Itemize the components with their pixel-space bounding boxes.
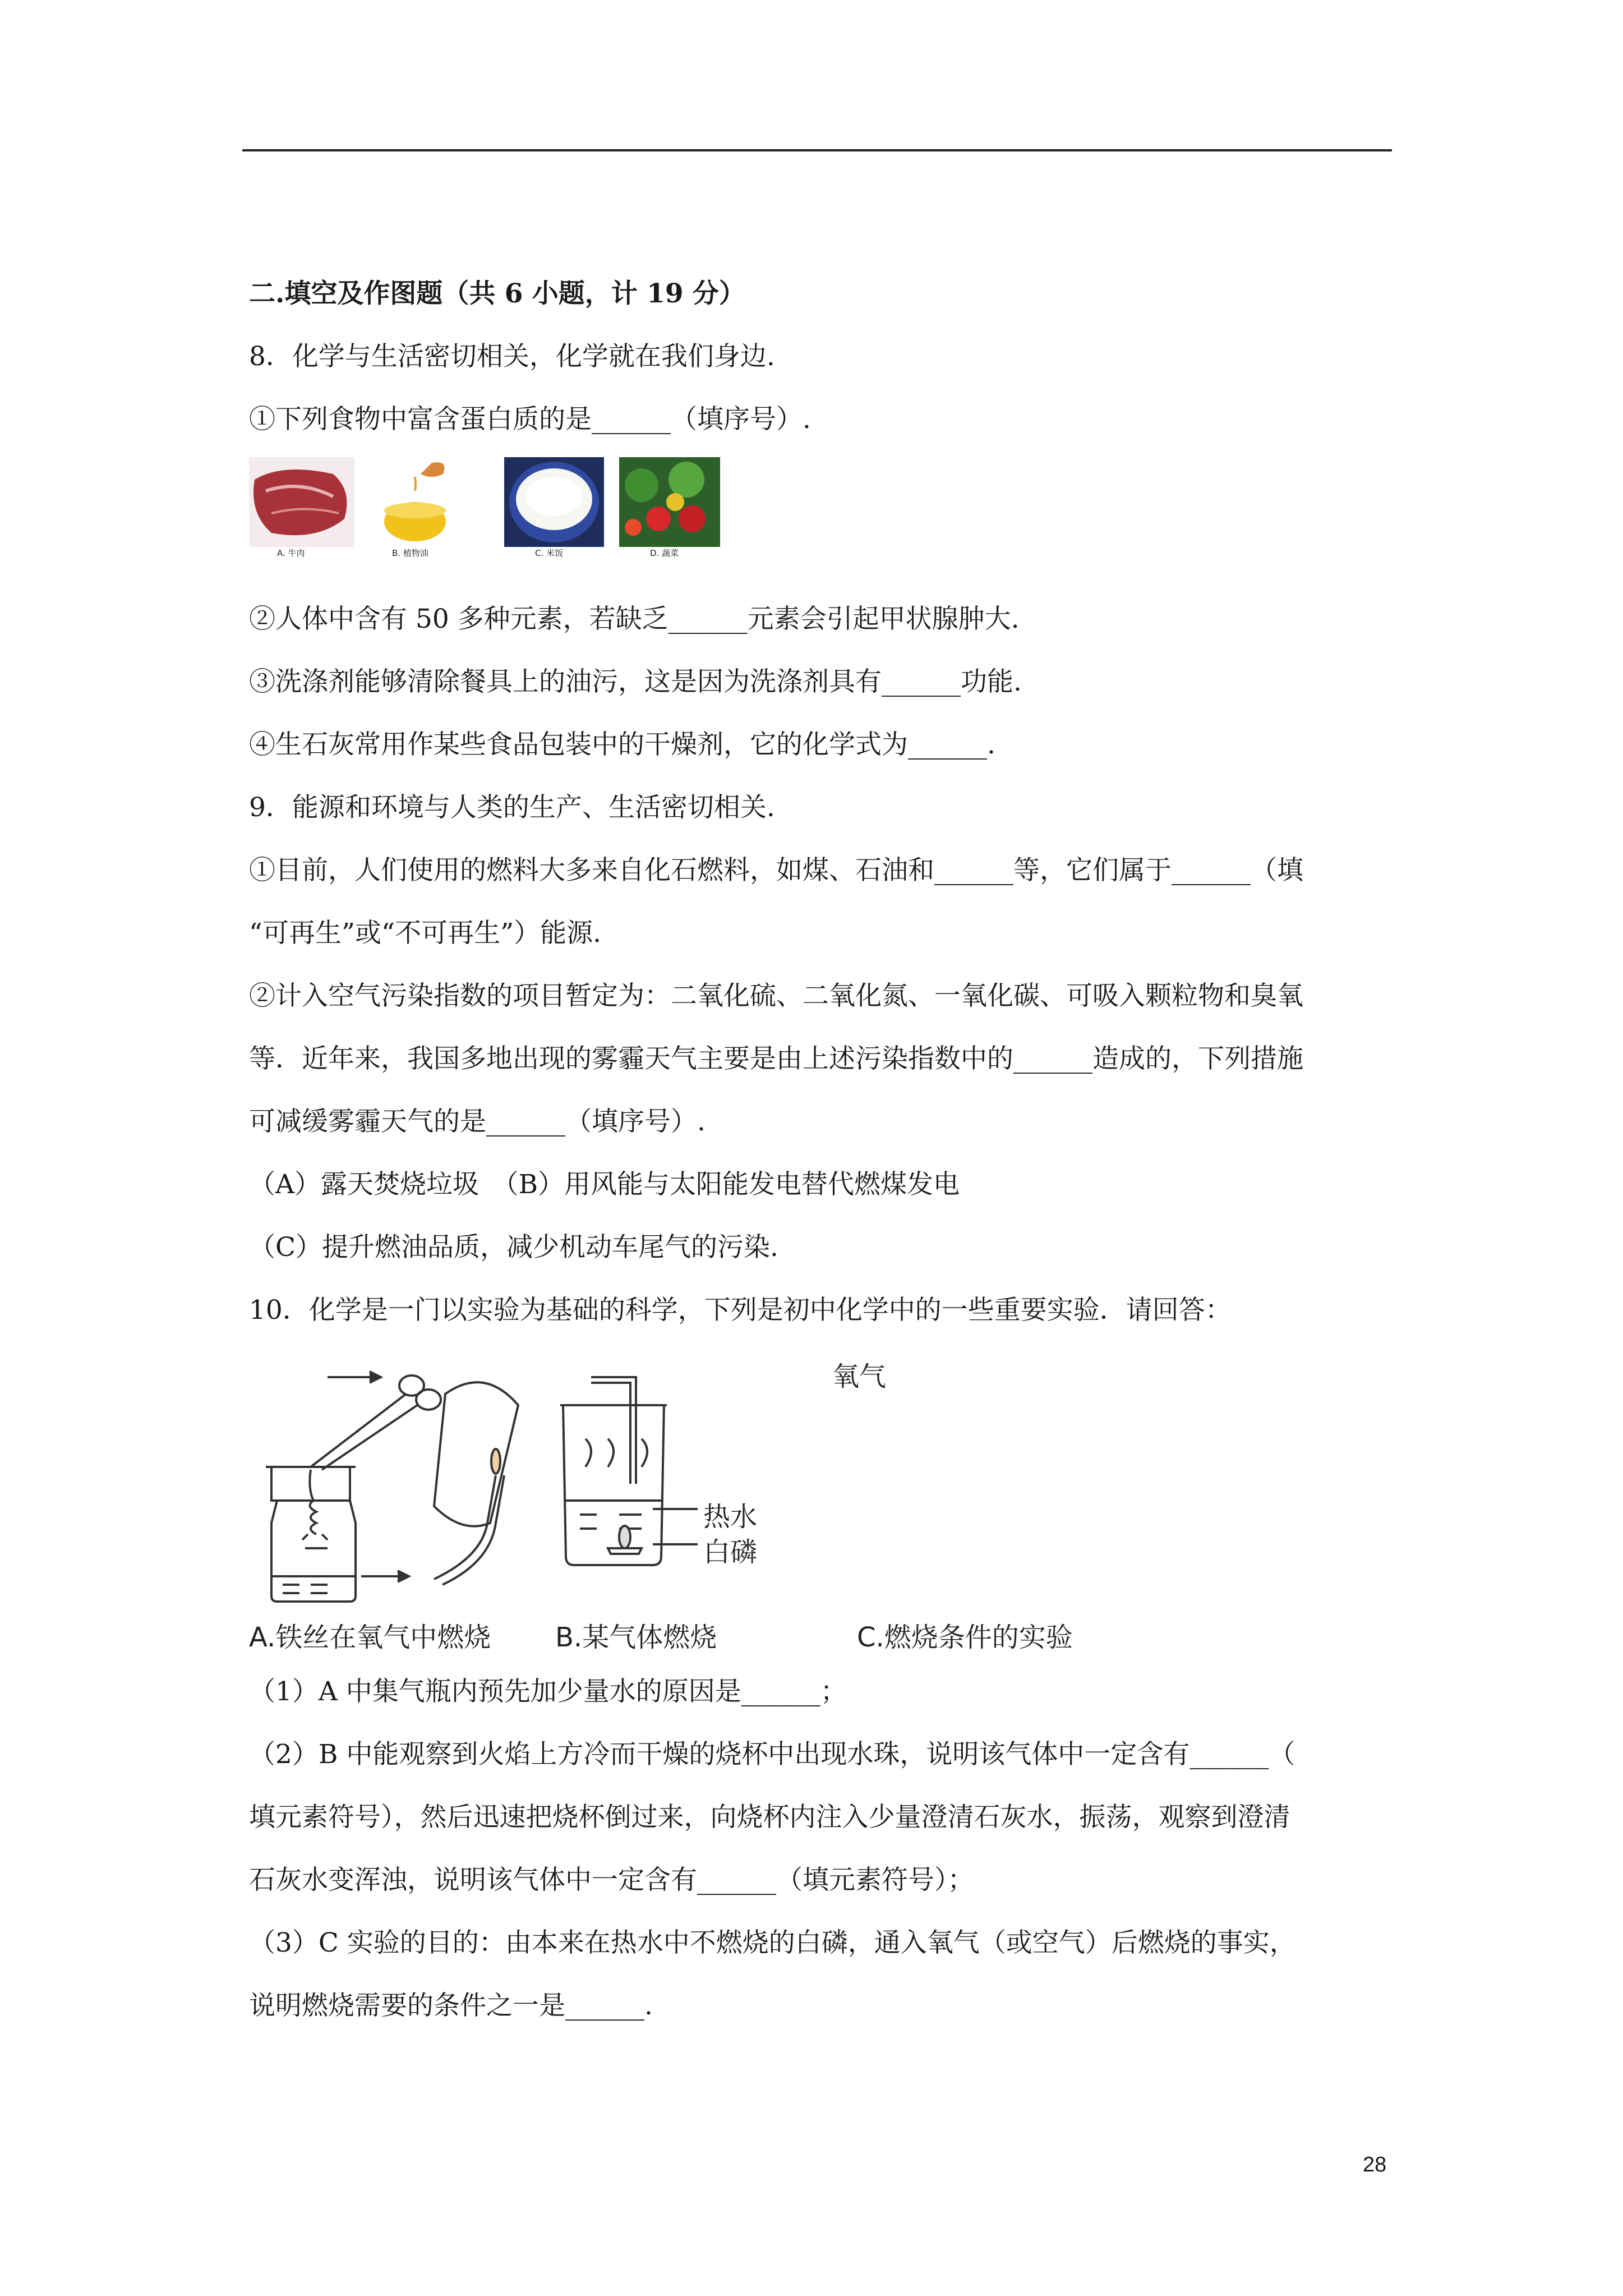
q8-s4: ④生石灰常用作某些食品包装中的干燥剂，它的化学式为______. <box>249 729 995 760</box>
q9-option-c: （C）提升燃油品质，减少机动车尾气的污染. <box>249 1232 778 1263</box>
beef-image <box>249 457 354 547</box>
q9-s1-line1: ①目前，人们使用的燃料大多来自化石燃料，如煤、石油和______等，它们属于______（填 <box>249 855 1303 886</box>
q8-s2: ②人体中含有 50 多种元素，若缺乏______元素会引起甲状腺肿大. <box>249 604 1020 634</box>
q9-s2-line2: 等．近年来，我国多地出现的雾霾天气主要是由上述污染指数中的______造成的，下列措施 <box>249 1043 1303 1074</box>
section-title: 二.填空及作图题（共 6 小题，计 19 分） <box>249 278 745 309</box>
q9-option-a-b: （A）露天焚烧垃圾 （B）用风能与太阳能发电替代燃煤发电 <box>249 1169 960 1200</box>
white-phosphorus-label: 白磷 <box>703 1536 758 1568</box>
q9-s2-line1: ②计入空气污染指数的项目暂定为：二氧化硫、二氧化氮、一氧化碳、可吸入颗粒物和臭氧 <box>249 981 1303 1011</box>
q10-p1: （1）A 中集气瓶内预先加少量水的原因是______； <box>249 1676 847 1707</box>
rice-image <box>504 457 604 547</box>
option-b-label: B. 植物油 <box>392 548 428 558</box>
option-a-label: A. 牛肉 <box>277 548 305 558</box>
q10-p3-line1: （3）C 实验的目的：由本来在热水中不燃烧的白磷，通入氧气（或空气）后燃烧的事实， <box>249 1927 1296 1958</box>
page-number: 28 <box>1363 2153 1387 2177</box>
oxygen-label: 氧气 <box>832 1361 887 1392</box>
header-rule <box>242 149 1392 151</box>
q9-stem: 9．能源和环境与人类的生产、生活密切相关. <box>249 792 775 823</box>
experiment-drawing <box>249 1355 1113 1658</box>
q10-p2-line2: 填元素符号），然后迅速把烧杯倒过来，向烧杯内注入少量澄清石灰水，振荡，观察到澄清 <box>249 1802 1290 1833</box>
option-c-label: C. 米饭 <box>535 548 564 558</box>
oil-image <box>376 457 460 547</box>
hot-water-label: 热水 <box>703 1501 758 1533</box>
q9-s2-line3: 可减缓雾霾天气的是______（填序号）. <box>249 1106 706 1137</box>
caption-a: A.铁丝在氧气中燃烧 <box>249 1622 491 1653</box>
q9-s1-line2: “可再生”或“不可再生”）能源. <box>249 918 602 949</box>
q8-stem: 8．化学与生活密切相关，化学就在我们身边. <box>249 341 775 372</box>
q8-s1: ①下列食物中富含蛋白质的是______（填序号）. <box>249 404 811 435</box>
caption-b: B.某气体燃烧 <box>555 1622 717 1653</box>
experiment-figure <box>249 1355 1113 1658</box>
q10-p2-line1: （2）B 中能观察到火焰上方冷而干燥的烧杯中出现水珠，说明该气体中一定含有______（ <box>249 1739 1295 1770</box>
option-d-label: D. 蔬菜 <box>650 548 679 558</box>
q8-s3: ③洗涤剂能够清除餐具上的油污，这是因为洗涤剂具有______功能. <box>249 666 1022 697</box>
q10-p2-line3: 石灰水变浑浊，说明该气体中一定含有______（填元素符号）； <box>249 1865 974 1895</box>
vegetables-image <box>619 457 720 547</box>
food-images <box>249 457 726 558</box>
q10-p3-line2: 说明燃烧需要的条件之一是______. <box>249 1990 653 2021</box>
caption-c: C.燃烧条件的实验 <box>857 1622 1073 1653</box>
q10-stem: 10．化学是一门以实验为基础的科学，下列是初中化学中的一些重要实验．请回答： <box>249 1295 1232 1326</box>
